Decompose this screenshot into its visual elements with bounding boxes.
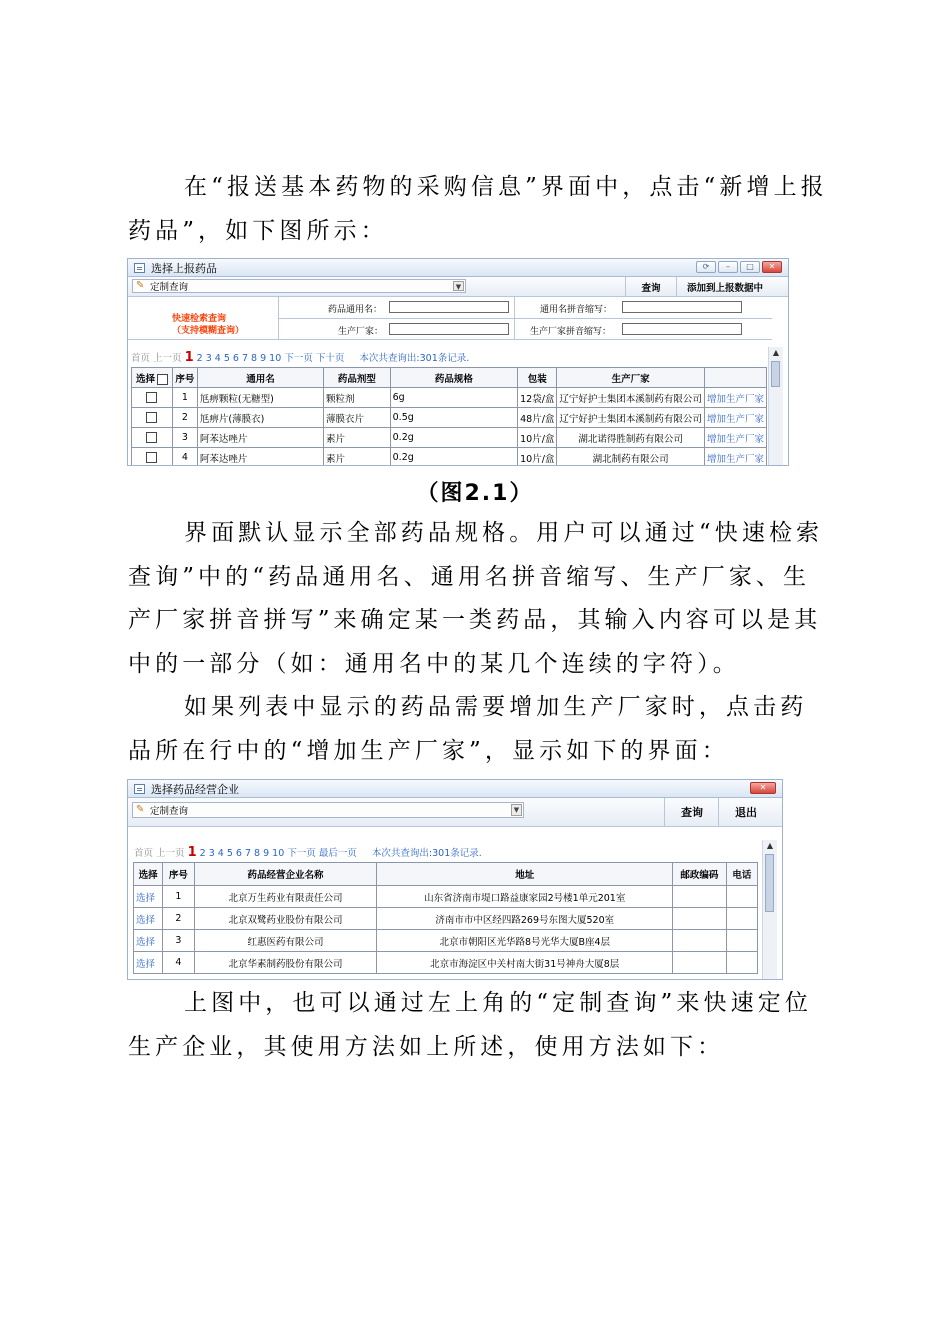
col-generic-name: 通用名 bbox=[197, 368, 323, 388]
description-paragraph: 界面默认显示全部药品规格。用户可以通过“快速检索查询”中的“药品通用名、通用名拼音缩写、生产厂家、生产厂家拼音拼写”来确定某一类药品，其输入内容可以是其中的一部分（如：通用名中的某几个连续的字符）。 bbox=[128, 520, 824, 677]
close-icon[interactable]: ✕ bbox=[762, 261, 782, 273]
chevron-down-icon[interactable]: ▼ bbox=[453, 281, 464, 291]
pagination bbox=[134, 845, 482, 860]
refresh-icon[interactable]: ⟳ bbox=[696, 261, 716, 273]
select-link[interactable]: 选择 bbox=[134, 908, 163, 930]
select-link[interactable]: 选择 bbox=[134, 930, 163, 952]
window-titlebar bbox=[128, 780, 782, 798]
table-row[interactable]: 3 阿苯达唑片 素片 0.2g 10片/盒 湖北诺得胜制药有限公司 增加生产厂家 bbox=[132, 428, 767, 448]
manufacturer-input[interactable] bbox=[389, 323, 509, 335]
table-row[interactable]: 选择 2 北京双鹭药业股份有限公司 济南市市中区经四路269号东图大厦520室 bbox=[134, 908, 758, 930]
pinyin-abbr-label: 通用名拼音缩写： bbox=[540, 305, 613, 315]
col-postcode: 邮政编码 bbox=[673, 863, 727, 886]
scrollbar[interactable] bbox=[768, 347, 783, 466]
window-icon bbox=[134, 263, 145, 273]
add-manufacturer-link[interactable]: 增加生产厂家 bbox=[704, 428, 766, 448]
toolbar bbox=[128, 277, 788, 297]
row-checkbox[interactable] bbox=[146, 452, 157, 463]
col-distributor-name: 药品经营企业名称 bbox=[194, 863, 377, 886]
query-edit-icon: ✎ bbox=[136, 804, 145, 815]
col-address: 地址 bbox=[377, 863, 673, 886]
table-header-row bbox=[132, 368, 767, 388]
col-no: 序号 bbox=[163, 863, 194, 886]
col-package: 包装 bbox=[518, 368, 557, 388]
custom-query-paragraph: 上图中，也可以通过左上角的“定制查询”来快速定位生产企业，其使用方法如上所述，使用方法如下： bbox=[128, 990, 812, 1060]
page-numbers[interactable]: 2 3 4 5 6 7 8 9 10 bbox=[196, 353, 282, 364]
custom-query-label: 定制查询 bbox=[150, 282, 189, 293]
add-to-report-button[interactable]: 添加到上报数据中 bbox=[676, 277, 773, 296]
scroll-up-icon[interactable]: ▲ bbox=[766, 841, 774, 850]
chevron-down-icon[interactable]: ▼ bbox=[511, 804, 522, 816]
table-row[interactable]: 选择 1 北京万生药业有限责任公司 山东省济南市堤口路益康家园2号楼1单元201室 bbox=[134, 886, 758, 908]
first-page-link[interactable]: 首页 bbox=[134, 848, 154, 859]
minimize-icon[interactable]: – bbox=[718, 261, 738, 273]
add-manufacturer-paragraph: 如果列表中显示的药品需要增加生产厂家时，点击药品所在行中的“增加生产厂家”，显示如下的界面： bbox=[128, 694, 808, 764]
row-checkbox[interactable] bbox=[146, 392, 157, 403]
manufacturer-label: 生产厂家： bbox=[338, 327, 384, 337]
intro-paragraph: 在“报送基本药物的采购信息”界面中，点击“新增上报药品”，如下图所示： bbox=[128, 174, 828, 244]
figure-caption: （图2.1） bbox=[416, 481, 534, 506]
col-no: 序号 bbox=[172, 368, 197, 388]
col-dosage-form: 药品剂型 bbox=[324, 368, 391, 388]
col-phone: 电话 bbox=[726, 863, 757, 886]
query-button[interactable]: 查询 bbox=[664, 798, 719, 826]
table-row[interactable]: 4 阿苯达唑片 素片 0.2g 10片/盒 湖北制药有限公司 增加生产厂家 bbox=[132, 448, 767, 467]
prev-page-link[interactable]: 上一页 bbox=[153, 353, 182, 364]
manufacturer-pinyin-input[interactable] bbox=[622, 323, 742, 335]
manufacturer-pinyin-label: 生产厂家拼音缩写： bbox=[530, 327, 612, 337]
distributor-table bbox=[133, 862, 758, 974]
fuzzy-search-label: （支持模糊查询） bbox=[172, 326, 245, 336]
col-action bbox=[704, 368, 766, 388]
maximize-icon[interactable]: □ bbox=[740, 261, 760, 273]
add-manufacturer-link[interactable]: 增加生产厂家 bbox=[704, 448, 766, 467]
current-page: 1 bbox=[187, 845, 197, 860]
query-button[interactable]: 查询 bbox=[625, 277, 676, 296]
first-page-link[interactable]: 首页 bbox=[131, 353, 151, 364]
next-ten-link[interactable]: 下十页 bbox=[315, 353, 345, 364]
pagination bbox=[131, 350, 469, 365]
generic-name-input[interactable] bbox=[389, 301, 509, 313]
page-numbers[interactable]: 2 3 4 5 6 7 8 9 10 bbox=[199, 848, 285, 859]
record-count: 本次共查询出:301条记录. bbox=[359, 353, 470, 364]
table-row[interactable]: 选择 3 红惠医药有限公司 北京市朝阳区光华路8号光华大厦B座4层 bbox=[134, 930, 758, 952]
col-select: 选择 bbox=[132, 368, 173, 388]
close-icon[interactable]: ✕ bbox=[750, 782, 776, 794]
current-page: 1 bbox=[184, 350, 194, 365]
custom-query-dropdown[interactable] bbox=[132, 279, 466, 293]
select-report-drug-window bbox=[127, 258, 789, 466]
scroll-thumb[interactable] bbox=[765, 854, 774, 912]
next-page-link[interactable]: 下一页 bbox=[287, 848, 316, 859]
toolbar bbox=[128, 798, 782, 827]
generic-name-label: 药品通用名： bbox=[328, 305, 383, 315]
scroll-up-icon[interactable]: ▲ bbox=[772, 348, 780, 357]
query-edit-icon: ✎ bbox=[136, 280, 145, 291]
window-title: 选择上报药品 bbox=[151, 261, 217, 275]
scroll-thumb[interactable] bbox=[771, 361, 780, 387]
table-row[interactable]: 选择 4 北京华素制药股份有限公司 北京市海淀区中关村南大街31号神舟大厦8层 bbox=[134, 952, 758, 974]
table-row[interactable]: 1 尪痹颗粒(无糖型) 颗粒剂 6g 12袋/盒 辽宁好护士集团本溪制药有限公司 增加生产厂家 bbox=[132, 388, 767, 408]
col-manufacturer: 生产厂家 bbox=[557, 368, 705, 388]
window-titlebar bbox=[128, 259, 788, 277]
add-manufacturer-link[interactable]: 增加生产厂家 bbox=[704, 408, 766, 428]
col-select: 选择 bbox=[134, 863, 163, 886]
select-all-checkbox[interactable] bbox=[157, 374, 168, 385]
select-link[interactable]: 选择 bbox=[134, 952, 163, 974]
add-manufacturer-link[interactable]: 增加生产厂家 bbox=[704, 388, 766, 408]
scrollbar[interactable] bbox=[762, 840, 777, 980]
prev-page-link[interactable]: 上一页 bbox=[156, 848, 185, 859]
pinyin-abbr-input[interactable] bbox=[622, 301, 742, 313]
table-row[interactable]: 2 尪痹片(薄膜衣) 薄膜衣片 0.5g 48片/盒 辽宁好护士集团本溪制药有限公司 增加生产厂家 bbox=[132, 408, 767, 428]
col-spec: 药品规格 bbox=[390, 368, 518, 388]
quick-search-panel bbox=[128, 296, 788, 340]
window-title: 选择药品经营企业 bbox=[151, 782, 239, 796]
row-checkbox[interactable] bbox=[146, 432, 157, 443]
custom-query-label: 定制查询 bbox=[150, 806, 189, 817]
quick-search-label: 快速检索查询 bbox=[172, 314, 227, 324]
window-icon bbox=[134, 784, 145, 794]
table-header-row bbox=[134, 863, 758, 886]
exit-button[interactable]: 退出 bbox=[718, 798, 773, 826]
last-page-link[interactable]: 最后一页 bbox=[318, 848, 357, 859]
select-link[interactable]: 选择 bbox=[134, 886, 163, 908]
row-checkbox[interactable] bbox=[146, 412, 157, 423]
record-count: 本次共查询出:301条记录. bbox=[371, 848, 482, 859]
next-page-link[interactable]: 下一页 bbox=[284, 353, 313, 364]
custom-query-dropdown[interactable] bbox=[132, 802, 524, 818]
drug-table bbox=[131, 367, 767, 466]
select-distributor-window bbox=[127, 779, 783, 980]
